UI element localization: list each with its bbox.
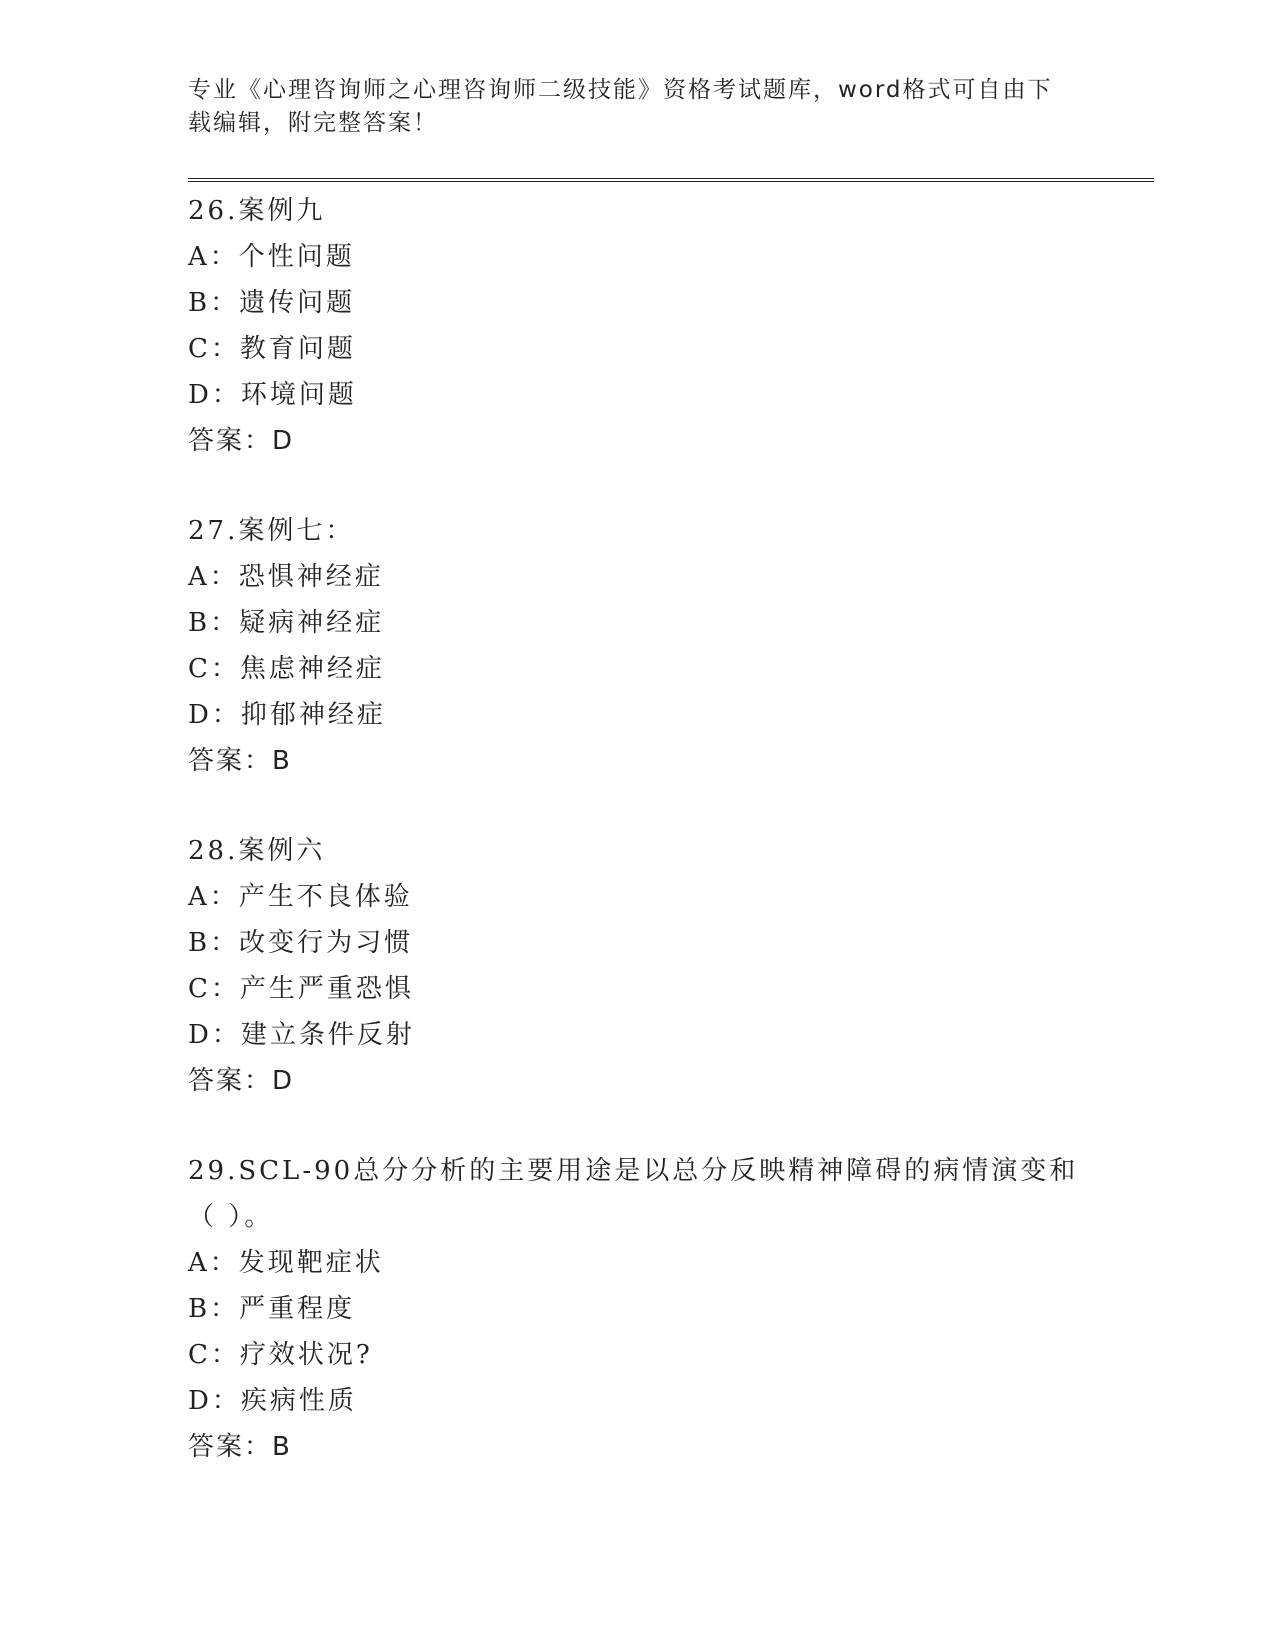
header-divider bbox=[188, 178, 1154, 182]
question-29 bbox=[188, 1148, 1088, 1470]
answer-line: 答案：B bbox=[188, 746, 292, 776]
question-26 bbox=[188, 188, 1088, 464]
option-b: B：严重程度 bbox=[188, 1294, 356, 1324]
option-c: C：疗效状况? bbox=[188, 1340, 373, 1370]
document-header: 专业《心理咨询师之心理咨询师二级技能》资格考试题库，word格式可自由下载编辑，附完整答案！ bbox=[188, 77, 1053, 136]
option-d: D：抑郁神经症 bbox=[188, 700, 386, 730]
answer-line: 答案：D bbox=[188, 426, 295, 456]
question-stem: 27.案例七： bbox=[188, 516, 355, 546]
answer-line: 答案：D bbox=[188, 1066, 295, 1096]
question-stem: 29.SCL-90总分分析的主要用途是以总分反映精神障碍的病情演变和（ ）。 bbox=[188, 1156, 1079, 1232]
option-a: A：产生不良体验 bbox=[188, 882, 413, 912]
option-b: B：遗传问题 bbox=[188, 288, 356, 318]
option-a: A：恐惧神经症 bbox=[188, 562, 384, 592]
question-28 bbox=[188, 828, 1088, 1104]
option-c: C：教育问题 bbox=[188, 334, 356, 364]
option-c: C：产生严重恐惧 bbox=[188, 974, 414, 1004]
option-b: B：疑病神经症 bbox=[188, 608, 385, 638]
option-b: B：改变行为习惯 bbox=[188, 928, 414, 958]
option-d: D：疾病性质 bbox=[188, 1386, 357, 1416]
question-stem: 26.案例九 bbox=[188, 196, 326, 226]
question-stem: 28.案例六 bbox=[188, 836, 326, 866]
option-c: C：焦虑神经症 bbox=[188, 654, 385, 684]
option-a: A：个性问题 bbox=[188, 242, 355, 272]
option-d: D：建立条件反射 bbox=[188, 1020, 415, 1050]
question-27 bbox=[188, 508, 1088, 784]
answer-line: 答案：B bbox=[188, 1432, 292, 1462]
option-a: A：发现靶症状 bbox=[188, 1248, 384, 1278]
option-d: D：环境问题 bbox=[188, 380, 357, 410]
